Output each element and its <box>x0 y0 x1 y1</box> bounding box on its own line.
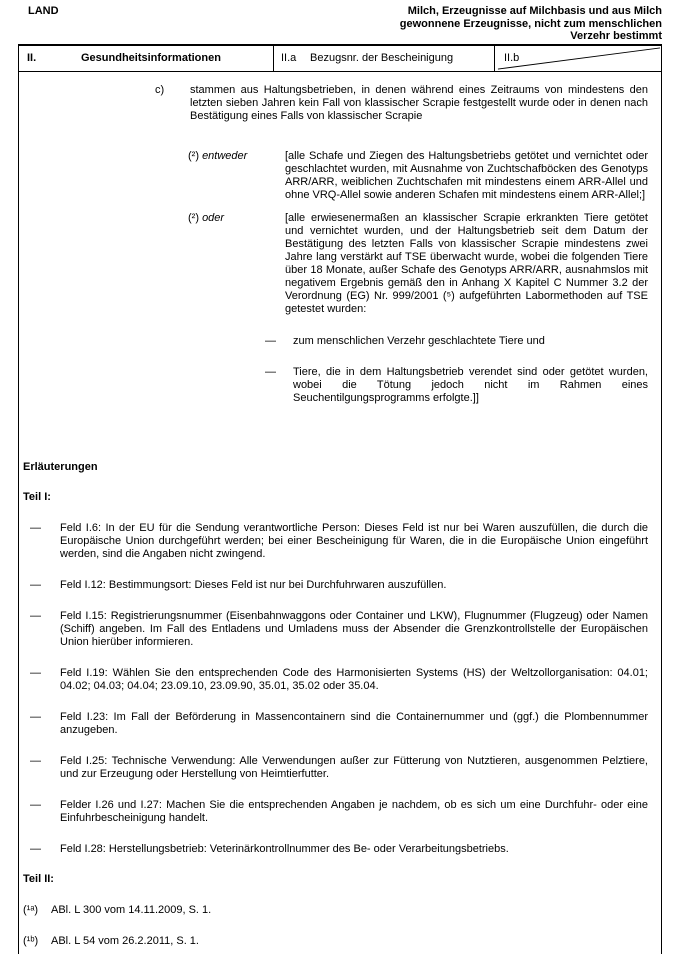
document-title-line: gewonnene Erzeugnisse, nicht zum menschlichen <box>399 17 662 30</box>
dash-marker: — <box>30 579 41 591</box>
note-item-text: Feld I.19: Wählen Sie den entsprechenden Code des Harmonisierten Systems (HS) der Weltzollorganisation: 04.01; 04.02; 04.03; 04.04; 23.09.10, 23.09.90, 35.01, 35.02 oder 35.04. <box>60 667 648 692</box>
oder-label <box>188 212 285 316</box>
footnote-marker: (¹ᵃ) <box>23 904 39 916</box>
note-item-text: Feld I.23: Im Fall der Beförderung in Massencontainern sind die Containernummer und (ggf.) die Plombennummer anzugeben. <box>60 711 648 736</box>
dash-marker: — <box>30 711 41 723</box>
note-item-text: Feld I.15: Registrierungsnummer (Eisenbahnwaggons oder Container und LKW), Flugnummer (Flugzeug) oder Namen (Schiff) angeben. Im Fall des Entladens und Umladens muss der Absender die Grenzkontrollstelle der Europäischen Union hierüber informieren. <box>60 610 648 648</box>
clause-c <box>155 84 648 123</box>
dash-marker: — <box>30 667 41 679</box>
dash-marker: — <box>30 522 41 534</box>
footnote <box>23 904 648 917</box>
note-item <box>30 667 648 693</box>
field-iia-label: Bezugsnr. der Bescheinigung <box>310 52 454 64</box>
entweder-word: entweder <box>202 150 248 162</box>
note-item <box>30 799 648 825</box>
field-iib-code: II.b <box>504 52 520 64</box>
document-title-line: Milch, Erzeugnisse auf Milchbasis und aus Milch <box>407 5 662 17</box>
field-iib-cell <box>494 46 661 71</box>
oder-text: [alle erwiesenermaßen an klassischer Scrapie erkrankten Tiere getötet und vernichtet wurden, und der Haltungsbetrieb seit dem Datum der Bestätigung des letzten Falls von klassischer Scrapie mindestens zwei Jahre lang verstärkt auf TSE überwacht wurde, wobei die folgenden Tiere über 18 Monate, außer Schafe des Genotyps ARR/ARR, ausnahmslos mit negativem Ergebnis gemäß den in Anhang X Kapitel C Nummer 3.2 der Verordnung (EG) Nr. 999/2001 (⁵) aufgeführten Labormethoden auf TSE getestet wurden: <box>285 212 648 315</box>
note-item-text: Feld I.25: Technische Verwendung: Alle Verwendungen außer zur Fütterung von Nutztieren, ausgenommen Pelztiere, und zur Erzeugung oder Herstellung von Heimtierfutter. <box>60 755 648 780</box>
dash-marker: — <box>30 843 41 855</box>
entweder-clause <box>188 150 648 202</box>
part2-heading: Teil II: <box>23 873 54 885</box>
footnote-text: ABl. L 300 vom 14.11.2009, S. 1. <box>51 904 212 916</box>
footnote-text: ABl. L 54 vom 26.2.2011, S. 1. <box>51 935 199 947</box>
note-item <box>30 711 648 737</box>
certificate-header-row <box>18 44 662 72</box>
field-iia-code: II.a <box>281 52 297 64</box>
certificate-body <box>18 72 662 954</box>
part1-heading: Teil I: <box>23 491 51 503</box>
section-code: II. <box>27 52 37 64</box>
document-title-line: Verzehr bestimmt <box>570 30 662 42</box>
clause-c-text: stammen aus Haltungsbetrieben, in denen während eines Zeitraums von mindestens den letzten sieben Jahren kein Fall von klassischer Scrapie festgestellt wurde oder in denen nach Bestätigung eines Falls von klassischer Scrapie <box>190 84 648 122</box>
clause-c-marker: c) <box>155 84 165 96</box>
sub-item-text: Tiere, die in dem Haltungsbetrieb verendet sind oder getötet wurden, wobei die Tötung jedoch nicht im Rahmen eines Seuchentilgungsprogramms erfolgte.]] <box>293 366 648 404</box>
diagonal-strike-line <box>495 46 661 71</box>
note-item-text: Felder I.26 und I.27: Machen Sie die entsprechenden Angaben je nachdem, ob es sich um eine Durchfuhr- oder eine Einfuhrbescheinigung handelt. <box>60 799 648 824</box>
dash-marker: — <box>30 799 41 811</box>
note-item-text: Feld I.6: In der EU für die Sendung verantwortliche Person: Dieses Feld ist nur bei Waren auszufüllen, die durch die Europäische Union durchgeführt werden; bei einer Bescheinigung für Waren, die in die Europäische Union eingeführt werden, sind die Angaben nicht zwingend. <box>60 522 648 560</box>
dash-marker: — <box>265 335 276 347</box>
document-title <box>400 5 662 43</box>
dash-marker: — <box>265 366 276 378</box>
section-ii-cell <box>19 46 273 71</box>
section-label: Gesundheitsinformationen <box>81 52 221 64</box>
note-item <box>30 755 648 781</box>
note-item <box>30 610 648 649</box>
oder-word: oder <box>202 212 225 224</box>
sub-item <box>265 366 648 405</box>
sub-item-text: zum menschlichen Verzehr geschlachtete Tiere und <box>293 335 545 347</box>
footnote-ref: (²) <box>188 150 199 162</box>
dash-marker: — <box>30 755 41 767</box>
oder-clause <box>188 212 648 316</box>
footnote-ref: (²) <box>188 212 199 224</box>
dash-marker: — <box>30 610 41 622</box>
note-item-text: Feld I.28: Herstellungsbetrieb: Veterinärkontrollnummer des Be- oder Verarbeitungsbetriebs. <box>60 843 509 855</box>
footnote <box>23 935 648 948</box>
entweder-text: [alle Schafe und Ziegen des Haltungsbetriebs getötet und vernichtet oder geschlachtet wurden, mit Ausnahme von Zuchtschafböcken des Genotyps ARR/ARR, weiblichen Zuchtschafen mit mindestens einem ARR-Allel und ohne VRQ-Allel sowie anderen Schafen mit mindestens einem ARR-Allel;] <box>285 150 648 201</box>
entweder-label <box>188 150 285 202</box>
sub-item <box>265 335 648 348</box>
notes-heading: Erläuterungen <box>23 461 98 473</box>
reference-number-cell <box>273 46 494 71</box>
note-item-text: Feld I.12: Bestimmungsort: Dieses Feld ist nur bei Durchfuhrwaren auszufüllen. <box>60 579 447 591</box>
note-item <box>30 579 648 592</box>
footnote-marker: (¹ᵇ) <box>23 935 39 947</box>
country-label: LAND <box>28 5 59 17</box>
note-item <box>30 522 648 561</box>
note-item <box>30 843 648 856</box>
